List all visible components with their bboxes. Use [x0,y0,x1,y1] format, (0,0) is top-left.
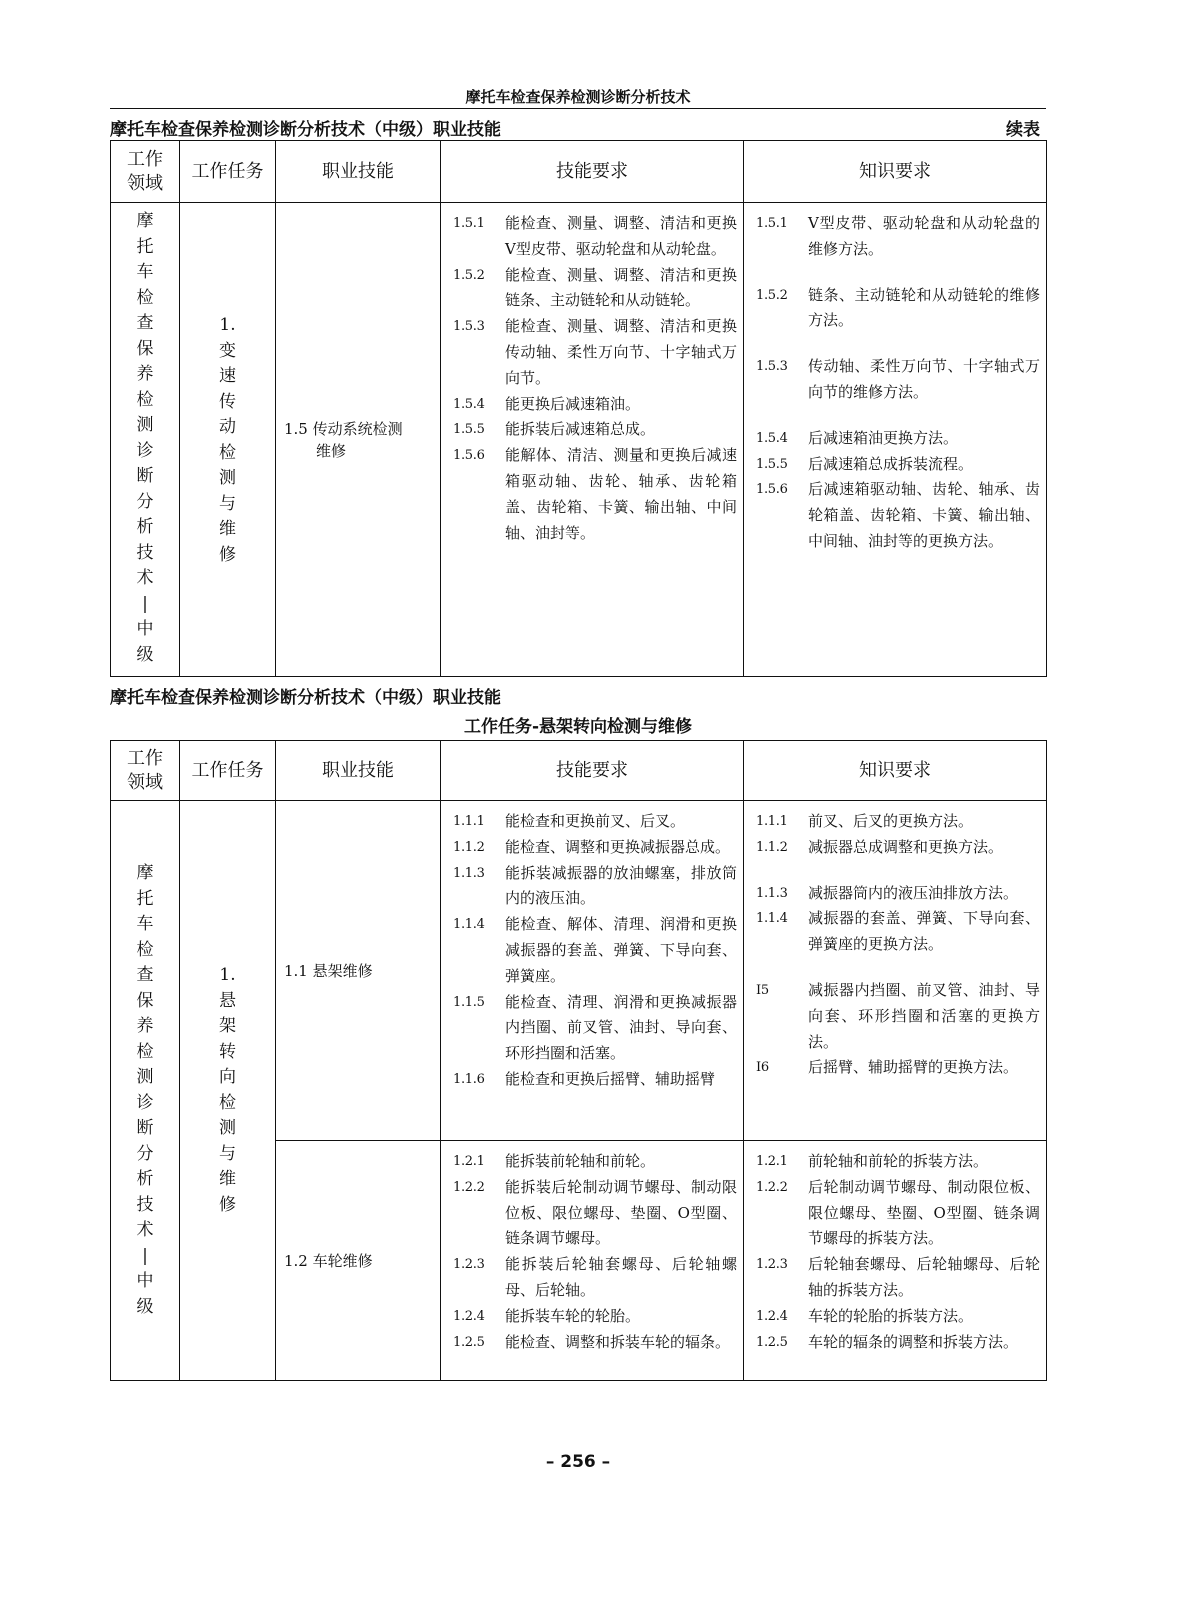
list-item [756,211,1040,263]
item-number: 1.1.4 [756,911,788,927]
item-text: 能检查和更换前叉、后叉。 [505,812,686,830]
list-item [756,1304,1040,1330]
list-item [453,835,737,861]
list-item [453,912,737,989]
item-text: 后轮轴套螺母、后轮轴螺母、后轮轴的拆装方法。 [808,1255,1040,1299]
item-text: V型皮带、驱动轮盘和从动轮盘的维修方法。 [808,214,1040,258]
item-number: 1.5.6 [756,482,788,498]
item-text: 前轮轴和前轮的拆装方法。 [808,1152,989,1170]
header-skill: 职业技能 [276,741,441,801]
vertical-char: 断 [136,466,154,486]
item-text: 能拆装车轮的轮胎。 [505,1306,641,1325]
item-number: 1.2.2 [453,1179,485,1195]
item-number: 1.5.4 [756,430,788,446]
list-item [453,1067,737,1093]
vertical-char: 级 [136,644,154,665]
item-number: 1.2.5 [756,1334,788,1350]
vertical-char: 摩 [136,211,154,231]
vertical-char: 检 [219,442,236,463]
vertical-char: 诊 [136,440,154,461]
item-number: 1.2.4 [453,1308,485,1324]
list-item [756,809,1040,835]
page-number: – 256 – [545,1452,611,1472]
vertical-char: 传 [219,391,236,412]
vertical-char: 1. [219,965,236,985]
running-head: 摩托车检查保养检测诊断分析技术 [465,88,691,106]
knowledge-requirements-cell [744,801,1047,1141]
vertical-char: 维 [219,519,236,539]
vertical-char: 向 [219,1067,236,1087]
vertical-char: 养 [136,1016,154,1036]
list-item [756,1252,1040,1304]
list-item [453,1304,737,1330]
list-item [756,835,1040,861]
list-item [756,426,1040,452]
table2-header-row [111,741,1047,801]
header-rule [110,108,1046,109]
item-text: 车轮的辐条的调整和拆装方法。 [808,1332,1019,1351]
table2-row-suspension [111,801,1047,1141]
list-item [756,1175,1040,1252]
vertical-char: 级 [136,1296,154,1317]
table1-title-text: 摩托车检查保养检测诊断分析技术（中级）职业技能 [110,120,501,140]
item-text: 后减速箱驱动轴、齿轮、轴承、齿轮箱盖、齿轮箱、卡簧、输出轴、中间轴、油封等的更换方法。 [808,480,1040,550]
table2-subtitle: 工作任务-悬架转向检测与维修 [463,717,693,737]
header-work-task: 工作任务 [180,141,276,203]
header-skill-requirements: 技能要求 [441,141,744,203]
vertical-char: 架 [219,1016,236,1036]
skill-name: 1.1 悬架维修 [284,961,373,980]
list-item [453,263,737,315]
skill-requirements-cell [441,203,744,677]
item-number: 1.2.1 [756,1154,788,1169]
vertical-char: 中 [136,619,154,639]
item-text: 后减速箱总成拆装流程。 [808,454,974,473]
vertical-char: 车 [136,262,154,282]
header-knowledge-requirements: 知识要求 [744,741,1047,801]
item-number: 1.1.2 [453,839,485,855]
skill-name: 1.5 传动系统检测 [284,419,403,438]
item-number: 1.5.5 [453,422,485,438]
vertical-char: 诊 [136,1092,154,1113]
item-text: 能拆装后轮轴套螺母、后轮轴螺母、后轮轴。 [505,1255,737,1299]
header-work-task: 工作任务 [180,741,276,801]
header-work-domain: 工作 领域 [111,141,180,203]
work-task-cell [180,203,276,677]
item-text: 减振器内挡圈、前叉管、油封、导向套、环形挡圈和活塞的更换方法。 [808,980,1040,1051]
table2 [110,740,1047,1381]
list-item [453,211,737,263]
item-number: 1.5.2 [756,287,788,303]
list-item [756,1330,1040,1356]
vertical-char: 维 [219,1169,236,1189]
item-number: 1.2.4 [756,1308,788,1324]
item-text: 能更换后减速箱油。 [505,394,641,413]
skill-name-cell [276,1141,441,1381]
item-text: 能解体、清洁、测量和更换后减速箱驱动轴、齿轮、轴承、齿轮箱盖、齿轮箱、卡簧、输出轴、中间轴、油封等。 [505,446,737,542]
item-text: 减振器的套盖、弹簧、下导向套、弹簧座的更换方法。 [808,909,1040,954]
item-text: 减振器筒内的液压油排放方法。 [808,883,1019,902]
list-item [453,861,737,913]
item-number: 1.1.3 [756,885,788,901]
item-text: 能检查、调整和更换减振器总成。 [505,837,731,856]
item-number: 1.5.5 [756,456,788,472]
item-text: 传动轴、柔性万向节、十字轴式万向节的维修方法。 [808,357,1040,401]
vertical-char: 检 [136,1041,154,1062]
item-number: 1.2.5 [453,1334,485,1350]
vertical-char: 养 [136,364,154,384]
item-number: 1.1.6 [453,1071,485,1087]
work-domain-cell [111,801,180,1381]
item-number: 1.1.5 [453,994,485,1010]
vertical-char: 与 [219,1143,236,1164]
list-item [756,881,1040,907]
list-item [453,1175,737,1252]
item-number: 1.1.1 [756,814,788,829]
item-number: 1.5.1 [453,216,485,231]
vertical-char: 修 [219,1194,236,1215]
table1 [110,140,1047,677]
item-text: 车轮的轮胎的拆装方法。 [808,1306,974,1325]
skill-name-cell [276,203,441,677]
item-text: 后减速箱油更换方法。 [808,428,959,447]
vertical-char: | [142,1245,148,1266]
vertical-char: 查 [136,965,154,985]
vertical-char: 托 [136,236,154,257]
header-work-domain: 工作 领域 [111,741,180,801]
vertical-char: 1. [219,315,236,335]
skill-name-cont: 维修 [316,441,347,460]
header-knowledge-requirements: 知识要求 [744,141,1047,203]
vertical-char: 分 [136,491,154,512]
vertical-char: 测 [136,415,154,435]
list-item [756,354,1040,406]
list-item [453,809,737,835]
continued-label: 续表 [1006,120,1040,140]
item-number: 1.1.1 [453,814,485,829]
item-text: 能检查、测量、调整、清洁和更换V型皮带、驱动轮盘和从动轮盘。 [505,214,737,258]
list-item [453,1330,737,1356]
header-skill: 职业技能 [276,141,441,203]
list-item [453,443,737,546]
vertical-char: 保 [136,990,154,1011]
item-text: 能拆装后减速箱总成。 [505,420,656,439]
vertical-char: 析 [136,1169,154,1189]
vertical-char: 速 [219,366,236,386]
item-text: 能检查、调整和拆装车轮的辐条。 [505,1332,731,1351]
item-number: 1.1.2 [756,839,788,855]
list-item [756,906,1040,958]
list-item [756,477,1040,554]
item-number: 1.5.6 [453,448,485,464]
vertical-char: 技 [136,542,154,563]
item-number: 1.1.3 [453,865,485,881]
item-text: 能检查和更换后摇臂、辅助摇臂 [505,1069,716,1088]
vertical-char: 检 [136,389,154,410]
table1-header-row [111,141,1047,203]
item-text: 能拆装减振器的放油螺塞，排放筒内的液压油。 [505,863,737,908]
work-task-cell [180,801,276,1381]
skill-requirements-cell [441,1141,744,1381]
vertical-char: 检 [219,1092,236,1113]
item-number: 1.5.3 [453,319,485,335]
list-item [453,314,737,391]
vertical-char: 摩 [136,863,154,883]
vertical-char: 中 [136,1271,154,1291]
table1-title [110,115,1046,140]
skill-requirements-cell [441,801,744,1141]
vertical-char: 变 [219,340,236,361]
item-text: 能拆装后轮制动调节螺母、制动限位板、限位螺母、垫圈、O型圈、链条调节螺母。 [505,1177,737,1248]
vertical-char: 分 [136,1143,154,1164]
item-text: 能检查、清理、润滑和更换减振器内挡圈、前叉管、油封、导向套、环形挡圈和活塞。 [505,992,737,1063]
skill-name: 1.2 车轮维修 [284,1251,373,1270]
vertical-char: 测 [136,1067,154,1087]
list-item [756,1055,1040,1081]
knowledge-requirements-cell [744,1141,1047,1381]
item-text: 链条、主动链轮和从动链轮的维修方法。 [808,285,1040,330]
item-number: 1.2.3 [453,1257,485,1273]
item-text: 后轮制动调节螺母、制动限位板、限位螺母、垫圈、O型圈、链条调节螺母的拆装方法。 [808,1177,1040,1248]
vertical-char: 保 [136,338,154,359]
item-text: 能拆装前轮轴和前轮。 [505,1152,656,1170]
list-item [756,978,1040,1055]
vertical-char: 术 [136,568,154,588]
table2-title: 摩托车检查保养检测诊断分析技术（中级）职业技能 [110,688,501,708]
vertical-char: 析 [136,517,154,537]
item-number: 1.2.3 [756,1257,788,1273]
vertical-char: 悬 [219,990,236,1011]
item-text: 后摇臂、辅助摇臂的更换方法。 [808,1058,1019,1077]
list-item [453,1252,737,1304]
list-item [453,1149,737,1175]
list-item [756,452,1040,478]
item-number: 1.5.1 [756,216,788,231]
vertical-char: 测 [219,468,236,488]
item-number: I6 [756,1060,769,1076]
list-item [453,392,737,418]
vertical-char: 查 [136,313,154,333]
table1-body-row [111,203,1047,677]
vertical-char: | [142,593,148,614]
vertical-char: 修 [219,544,236,565]
vertical-char: 车 [136,914,154,934]
vertical-char: 测 [219,1118,236,1138]
vertical-char: 动 [219,417,236,437]
item-number: 1.1.4 [453,917,485,933]
vertical-char: 托 [136,888,154,909]
skill-name-cell [276,801,441,1141]
item-text: 减振器总成调整和更换方法。 [808,837,1004,856]
item-text: 能检查、测量、调整、清洁和更换传动轴、柔性万向节、十字轴式万向节。 [505,317,737,387]
item-number: I5 [756,982,769,998]
vertical-char: 术 [136,1220,154,1240]
item-number: 1.2.1 [453,1154,485,1169]
item-text: 前叉、后叉的更换方法。 [808,812,974,830]
work-domain-cell [111,203,180,677]
item-number: 1.5.3 [756,359,788,375]
vertical-char: 与 [219,493,236,514]
vertical-char: 检 [136,287,154,308]
vertical-char: 转 [219,1041,236,1062]
vertical-char: 断 [136,1118,154,1138]
item-number: 1.5.4 [453,396,485,412]
item-number: 1.2.2 [756,1179,788,1195]
vertical-char: 检 [136,939,154,960]
list-item [453,990,737,1067]
vertical-char: 技 [136,1194,154,1215]
item-number: 1.5.2 [453,267,485,283]
item-text: 能检查、测量、调整、清洁和更换链条、主动链轮和从动链轮。 [505,265,737,310]
knowledge-requirements-cell [744,203,1047,677]
item-text: 能检查、解体、清理、润滑和更换减振器的套盖、弹簧、下导向套、弹簧座。 [505,915,737,985]
header-skill-requirements: 技能要求 [441,741,744,801]
list-item [756,1149,1040,1175]
list-item [756,283,1040,335]
list-item [453,417,737,443]
